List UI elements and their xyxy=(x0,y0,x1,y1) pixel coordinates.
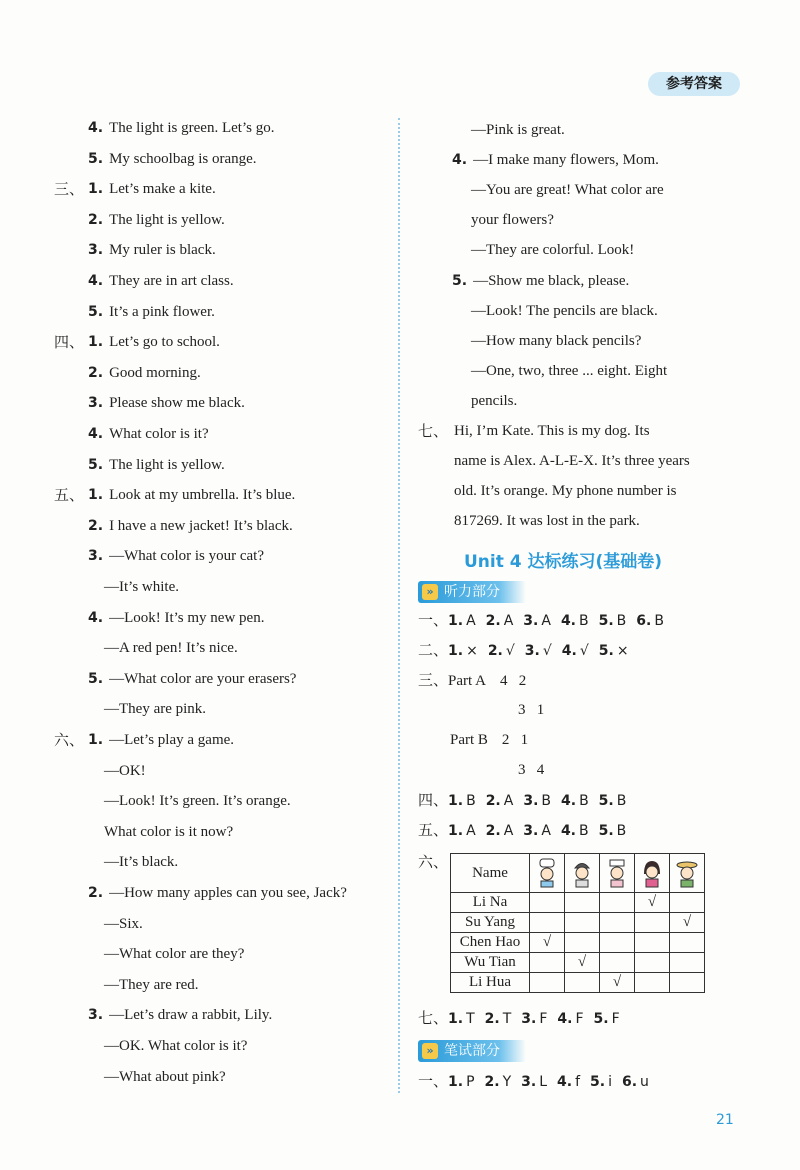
item-number: 4. xyxy=(88,120,104,136)
answer-value: Y xyxy=(502,1074,512,1090)
table-check-cell xyxy=(635,913,670,933)
table-check-cell xyxy=(635,973,670,993)
answer-value: A xyxy=(541,823,551,839)
answer-line xyxy=(88,210,225,230)
table-cell-name: Li Na xyxy=(451,893,530,913)
answer-number: 1. xyxy=(448,643,464,659)
section-label: 一、 xyxy=(418,611,449,629)
section-label: 五、 xyxy=(54,486,85,505)
answer-value: T xyxy=(466,1011,475,1027)
answer-number: 2. xyxy=(485,613,501,629)
section-label: 三、 xyxy=(418,671,449,689)
item-number: 4. xyxy=(88,273,104,289)
answers-q1 xyxy=(448,613,664,629)
section-label: 三、 xyxy=(54,180,85,199)
line-text: —Show me black, please. xyxy=(473,272,630,289)
answer-line xyxy=(88,485,295,505)
table-cell-name: Chen Hao xyxy=(451,933,530,953)
answer-value: × xyxy=(616,643,629,659)
written-section-title: 笔试部分 xyxy=(444,1043,500,1059)
paragraph-line: name is Alex. A-L-E-X. It’s three years xyxy=(454,453,690,469)
line-text: —Let’s draw a rabbit, Lily. xyxy=(109,1007,273,1024)
teacher-icon xyxy=(635,854,670,893)
answer-number: 3. xyxy=(521,1074,537,1090)
line-text: —Look! The pencils are black. xyxy=(471,302,658,319)
line-text: My schoolbag is orange. xyxy=(109,150,257,167)
table-check-cell xyxy=(600,933,635,953)
line-text: —Look! It’s my new pen. xyxy=(109,609,265,626)
answer-value: B xyxy=(579,823,589,839)
section-label: 七、 xyxy=(418,1009,449,1027)
answer-value: F xyxy=(539,1011,548,1027)
table-check-cell xyxy=(670,893,705,913)
line-text: Please show me black. xyxy=(109,395,245,412)
answer-value: B xyxy=(616,793,627,809)
table-check-cell: √ xyxy=(600,973,635,993)
answer-value: B xyxy=(579,613,589,629)
answers-q2 xyxy=(448,643,629,659)
answer-line xyxy=(88,393,245,413)
answer-line xyxy=(104,699,206,719)
table-check-cell xyxy=(635,933,670,953)
answer-number: 4. xyxy=(557,1074,573,1090)
answer-row-w1 xyxy=(418,1071,649,1092)
answer-line xyxy=(104,914,143,934)
table-header-row xyxy=(451,854,705,893)
item-number: 4. xyxy=(88,609,104,626)
answer-value: u xyxy=(640,1074,649,1090)
answer-line xyxy=(104,822,233,842)
answer-value: F xyxy=(575,1011,584,1027)
line-text: Let’s go to school. xyxy=(109,334,220,351)
answer-number: 3. xyxy=(524,643,540,659)
answer-number: 2. xyxy=(484,1011,500,1027)
job-table xyxy=(450,853,705,993)
section-label: 六、 xyxy=(54,731,85,749)
answer-number: 1. xyxy=(448,793,464,809)
line-text: —OK. What color is it? xyxy=(104,1038,248,1054)
section-label: 七、 xyxy=(418,422,449,440)
line-text: I have a new jacket! It’s black. xyxy=(109,517,293,534)
answer-value: √ xyxy=(579,643,589,659)
answer-line xyxy=(104,791,291,811)
line-text: —One, two, three ... eight. Eight xyxy=(471,362,668,379)
item-number: 5. xyxy=(88,150,104,167)
answer-value: A xyxy=(503,823,514,839)
table-check-cell: √ xyxy=(670,913,705,933)
table-check-cell xyxy=(530,973,565,993)
answer-row-6-label xyxy=(418,852,448,873)
line-text: your flowers? xyxy=(471,212,554,229)
part-a-label: Part A xyxy=(448,673,486,689)
farmer-icon xyxy=(670,854,705,893)
answer-number: 2. xyxy=(487,643,503,659)
listening-section-title: 听力部分 xyxy=(444,584,500,600)
answer-line xyxy=(88,118,274,138)
table-check-cell xyxy=(530,893,565,913)
table-row xyxy=(451,893,705,913)
answer-line xyxy=(88,363,201,383)
answer-line xyxy=(88,455,225,475)
item-number: 1. xyxy=(88,334,104,351)
answer-line xyxy=(104,1067,226,1087)
part-a-row2: 3 1 xyxy=(518,702,545,718)
answer-line xyxy=(88,1005,272,1025)
nurse-icon xyxy=(600,854,635,893)
table-header-name: Name xyxy=(451,854,530,893)
item-number: 5. xyxy=(88,456,104,473)
answers-q4 xyxy=(448,793,626,809)
arrow-icon: » xyxy=(422,584,438,600)
answer-number: 3. xyxy=(523,613,539,629)
answer-row-1 xyxy=(418,610,664,631)
line-text: —What about pink? xyxy=(104,1068,226,1085)
answer-line xyxy=(88,240,216,260)
line-text: —What color are they? xyxy=(104,946,245,963)
item-number: 3. xyxy=(88,242,104,259)
answer-value: B xyxy=(541,793,551,809)
answer-line xyxy=(88,271,234,291)
table-check-cell xyxy=(600,913,635,933)
answer-number: 2. xyxy=(485,823,501,839)
answer-line xyxy=(471,180,664,200)
answer-line xyxy=(88,302,215,322)
answer-row-7 xyxy=(418,1008,620,1029)
answers-q7 xyxy=(448,1011,620,1027)
answer-line xyxy=(452,271,629,291)
answer-value: × xyxy=(466,643,478,659)
item-number: 1. xyxy=(88,487,104,504)
answer-line xyxy=(88,546,264,566)
line-text: —How many apples can you see, Jack? xyxy=(109,885,347,901)
answer-number: 5. xyxy=(598,643,614,659)
answer-value: B xyxy=(466,793,476,809)
answer-line xyxy=(104,638,238,658)
answer-line xyxy=(104,852,178,872)
answer-number: 4. xyxy=(557,1011,573,1027)
item-number: 3. xyxy=(88,548,104,565)
answer-line xyxy=(471,120,565,140)
written-section-bar xyxy=(418,1040,526,1062)
answer-value: i xyxy=(608,1074,612,1090)
table-cell-name: Li Hua xyxy=(451,973,530,993)
page-number: 21 xyxy=(716,1112,734,1128)
answer-line xyxy=(104,944,244,964)
line-text: —It’s white. xyxy=(104,579,179,595)
item-number: 5. xyxy=(88,303,104,320)
line-text: —It’s black. xyxy=(104,854,179,871)
answer-number: 5. xyxy=(590,1074,606,1090)
answer-line xyxy=(452,150,659,170)
answer-row-3b xyxy=(450,730,528,750)
answer-line xyxy=(88,730,234,750)
line-text: What color is it? xyxy=(109,426,209,442)
answer-value: f xyxy=(575,1074,581,1090)
line-text: They are in art class. xyxy=(109,273,234,289)
item-number: 5. xyxy=(452,272,468,289)
item-number: 1. xyxy=(88,732,104,748)
paragraph-line: Hi, I’m Kate. This is my dog. Its xyxy=(454,423,650,439)
table-check-cell xyxy=(530,953,565,973)
answer-value: √ xyxy=(505,643,515,659)
item-number: 2. xyxy=(88,517,104,534)
answer-number: 1. xyxy=(448,613,464,629)
line-text: The light is green. Let’s go. xyxy=(109,120,275,136)
answer-number: 5. xyxy=(598,613,614,629)
answer-value: B xyxy=(616,823,627,839)
answer-line xyxy=(104,577,179,597)
table-check-cell xyxy=(600,953,635,973)
answer-number: 2. xyxy=(484,1074,500,1090)
answer-row-3a xyxy=(418,670,526,691)
table-check-cell xyxy=(530,913,565,933)
answer-line xyxy=(471,361,667,381)
answer-line xyxy=(88,149,257,169)
line-text: —They are pink. xyxy=(104,701,207,718)
answer-row-4 xyxy=(418,790,626,811)
line-text: —You are great! What color are xyxy=(471,182,664,199)
answer-value: √ xyxy=(542,643,552,659)
line-text: My ruler is black. xyxy=(109,242,216,259)
answer-line xyxy=(471,301,658,321)
table-row xyxy=(451,973,705,993)
answer-value: A xyxy=(466,613,476,629)
section-label: 一、 xyxy=(418,1072,449,1090)
line-text: Look at my umbrella. It’s blue. xyxy=(109,487,296,504)
answer-line xyxy=(471,331,641,351)
answer-number: 1. xyxy=(448,1011,464,1027)
table-check-cell xyxy=(600,893,635,913)
answer-row-2 xyxy=(418,640,629,661)
answer-number: 5. xyxy=(593,1011,609,1027)
part-b-row2: 3 4 xyxy=(518,762,545,778)
answer-number: 4. xyxy=(561,793,577,809)
answer-value: B xyxy=(654,613,664,629)
listening-section-bar xyxy=(418,581,526,603)
answer-value: A xyxy=(503,793,514,809)
answer-row-5 xyxy=(418,820,626,841)
answer-value: F xyxy=(611,1011,620,1027)
answer-line xyxy=(104,975,199,995)
answer-value: T xyxy=(502,1011,512,1027)
line-text: —A red pen! It’s nice. xyxy=(104,640,238,657)
table-body xyxy=(451,893,705,993)
answer-line xyxy=(88,424,209,444)
answer-value: A xyxy=(541,613,551,629)
item-number: 2. xyxy=(88,364,104,381)
table-row xyxy=(451,953,705,973)
table-check-cell: √ xyxy=(565,953,600,973)
line-text: —Let’s play a game. xyxy=(109,732,235,748)
answer-line xyxy=(104,761,146,781)
answer-value: A xyxy=(503,613,514,629)
answer-number: 1. xyxy=(448,1074,464,1090)
line-text: —Pink is great. xyxy=(471,122,565,138)
answer-number: 4. xyxy=(561,643,577,659)
part-b-label: Part B xyxy=(450,732,488,748)
table-check-cell xyxy=(635,953,670,973)
answer-line xyxy=(88,883,347,903)
part-a-row1: 4 2 xyxy=(499,673,527,689)
line-text: —How many black pencils? xyxy=(471,332,642,349)
paragraph-line: 817269. It was lost in the park. xyxy=(454,513,640,529)
answer-key-badge: 参考答案 xyxy=(648,72,740,96)
answer-number: 6. xyxy=(636,613,652,629)
line-text: What color is it now? xyxy=(104,823,234,840)
section-label: 四、 xyxy=(418,791,449,809)
section-label: 五、 xyxy=(418,821,449,839)
column-divider xyxy=(398,118,400,1093)
answer-value: B xyxy=(616,613,627,629)
table-check-cell: √ xyxy=(635,893,670,913)
item-number: 3. xyxy=(88,395,104,412)
table-check-cell: √ xyxy=(530,933,565,953)
answer-line xyxy=(104,1036,247,1056)
arrow-icon: » xyxy=(422,1043,438,1059)
answer-line xyxy=(471,391,517,411)
table-cell-name: Wu Tian xyxy=(451,953,530,973)
line-text: —OK! xyxy=(104,762,146,779)
line-text: pencils. xyxy=(471,392,518,409)
answer-line xyxy=(471,240,634,260)
item-number: 4. xyxy=(88,426,104,442)
answer-value: B xyxy=(579,793,589,809)
table-check-cell xyxy=(670,953,705,973)
line-text: The light is yellow. xyxy=(109,211,225,228)
table-check-cell xyxy=(565,973,600,993)
answers-w1 xyxy=(448,1074,649,1090)
section-label: 四、 xyxy=(54,333,85,352)
part-b-row1: 2 1 xyxy=(501,732,529,748)
line-text: —What color are your erasers? xyxy=(109,670,297,687)
line-text: —Look! It’s green. It’s orange. xyxy=(104,793,291,810)
table-check-cell xyxy=(670,973,705,993)
answer-line xyxy=(88,669,296,689)
line-text: —They are red. xyxy=(104,976,199,993)
paragraph-line: old. It’s orange. My phone number is xyxy=(454,483,677,499)
table-cell-name: Su Yang xyxy=(451,913,530,933)
line-text: —Six. xyxy=(104,915,143,932)
table-check-cell xyxy=(565,933,600,953)
answer-number: 3. xyxy=(523,823,539,839)
line-text: Let’s make a kite. xyxy=(109,181,216,198)
answer-number: 4. xyxy=(560,613,576,629)
answer-number: 3. xyxy=(523,793,539,809)
line-text: Good morning. xyxy=(109,364,201,381)
line-text: —What color is your cat? xyxy=(109,548,265,565)
table-check-cell xyxy=(670,933,705,953)
line-text: —They are colorful. Look! xyxy=(471,242,635,259)
answer-number: 5. xyxy=(598,793,614,809)
table-row xyxy=(451,913,705,933)
item-number: 2. xyxy=(88,885,104,901)
unit-title: Unit 4 达标练习(基础卷) xyxy=(464,552,663,572)
section-label: 二、 xyxy=(418,641,449,659)
item-number: 2. xyxy=(88,211,104,228)
item-number: 1. xyxy=(88,181,104,198)
answer-number: 3. xyxy=(521,1011,537,1027)
item-number: 5. xyxy=(88,670,104,687)
answer-number: 4. xyxy=(560,823,576,839)
answer-line xyxy=(471,210,554,230)
line-text: —I make many flowers, Mom. xyxy=(473,152,659,169)
table-check-cell xyxy=(565,893,600,913)
answers-q5 xyxy=(448,823,626,839)
section-label: 六、 xyxy=(418,853,449,871)
table-check-cell xyxy=(565,913,600,933)
answer-line xyxy=(88,179,216,199)
answer-line xyxy=(88,332,220,352)
answer-number: 5. xyxy=(598,823,614,839)
answer-value: P xyxy=(466,1074,475,1090)
item-number: 3. xyxy=(88,1007,104,1024)
table-row xyxy=(451,933,705,953)
item-number: 4. xyxy=(452,152,468,169)
chef-icon xyxy=(530,854,565,893)
answer-line xyxy=(88,516,293,536)
answer-value: L xyxy=(539,1074,548,1090)
answer-line xyxy=(88,608,264,628)
answer-value: A xyxy=(466,823,476,839)
line-text: It’s a pink flower. xyxy=(109,303,215,320)
line-text: The light is yellow. xyxy=(109,456,225,473)
answer-number: 1. xyxy=(448,823,464,839)
answer-number: 6. xyxy=(621,1074,638,1090)
worker-icon xyxy=(565,854,600,893)
answer-number: 2. xyxy=(485,793,501,809)
